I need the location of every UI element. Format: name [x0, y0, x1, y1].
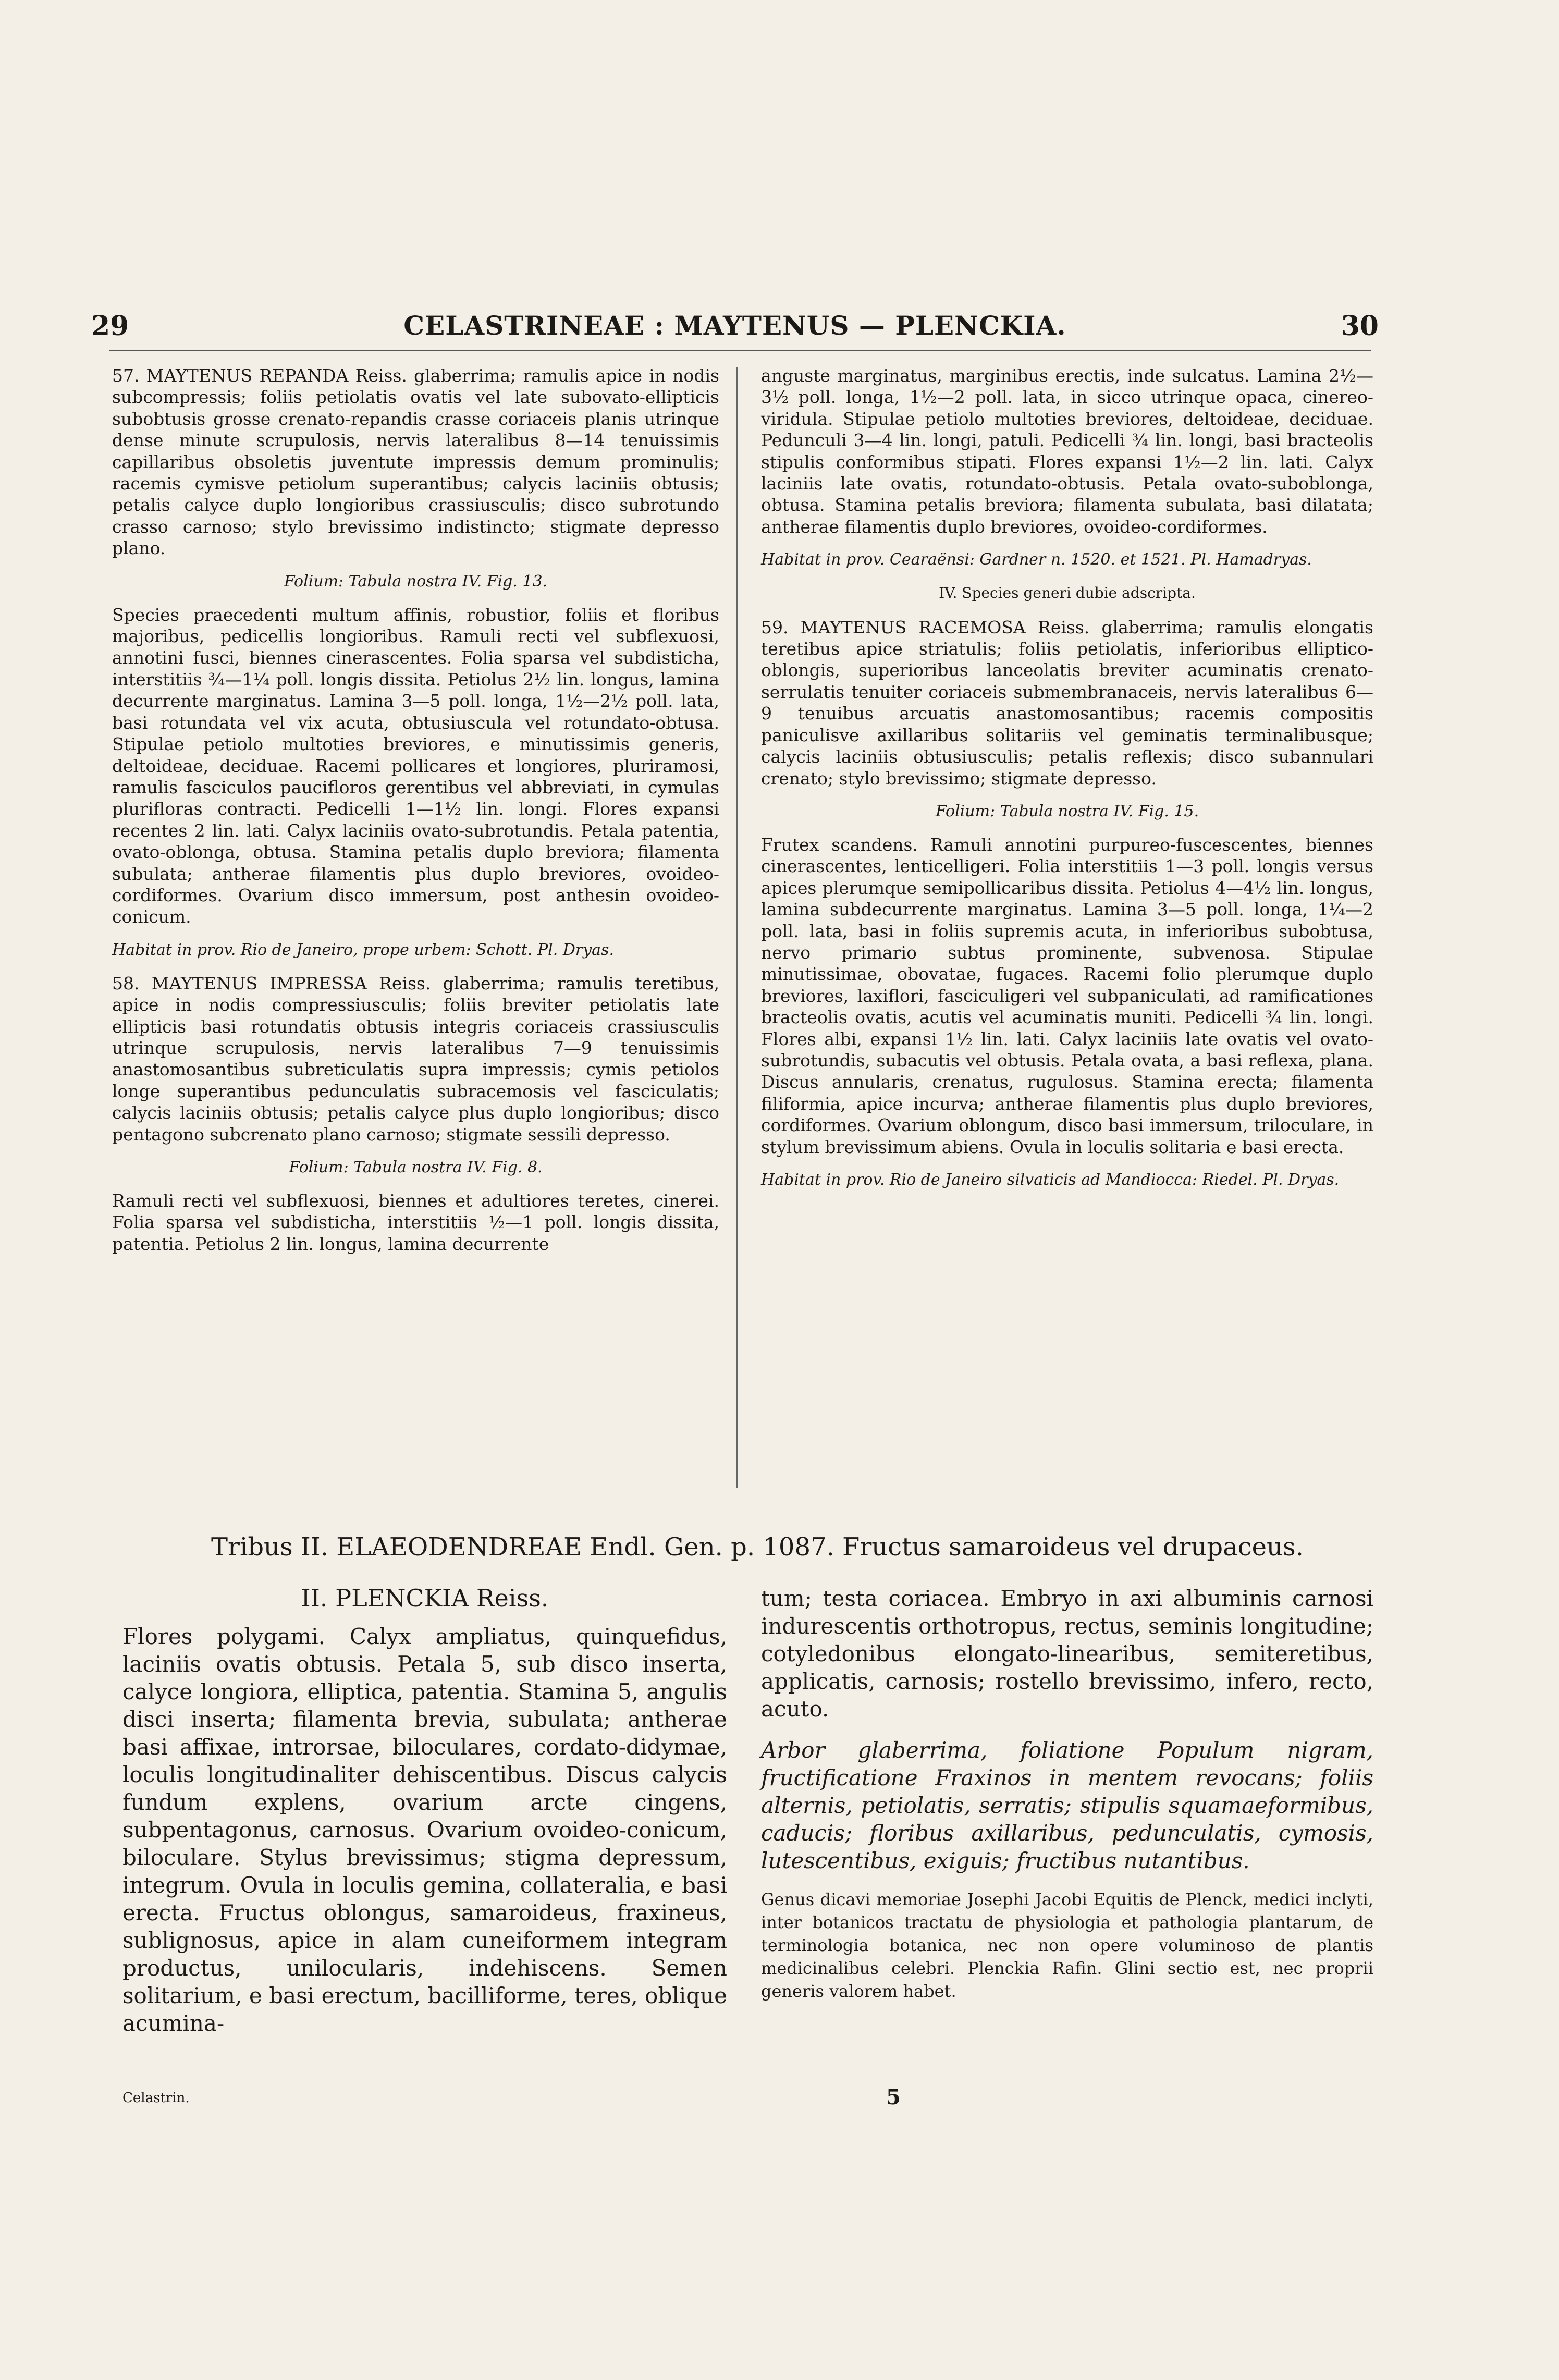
species-59-figure-ref: Folium: Tabula nostra IV. Fig. 15. [935, 802, 1199, 820]
header-rule [109, 350, 1371, 351]
species-57-figure-ref: Folium: Tabula nostra IV. Fig. 13. [284, 572, 548, 591]
species-58-figure-ref: Folium: Tabula nostra IV. Fig. 8. [289, 1158, 543, 1176]
section-heading-iv: IV. Species generi dubie adscripta. [939, 584, 1196, 602]
page-number-left: 29 [91, 310, 129, 342]
running-header [91, 310, 1379, 347]
genus-habit: Arbor glaberrima, foliatione Populum nigram, fructificatione Fraxinos in mentem revocans; foliis alternis, petiolatis, serratis; stipulis squamaeformibus, caducis; floribus axillaribus, pedunculatis, cymosis, lutescentibus, exiguis; fructibus nutantibus. [761, 1737, 1373, 1873]
genus-right-column [761, 1585, 1373, 2003]
genus-description-cont: tum; testa coriacea. Embryo in axi albuminis carnosi indurescentis orthotropus, rectus, seminis longitudine; cotyledonibus elongato-linearibus, semiteretibus, applicatis, carnosis; rostello brevissimo, infero, recto, acuto. [761, 1586, 1373, 1722]
species-59-description: Frutex scandens. Ramuli annotini purpureo-fuscescentes, biennes cinerascentes, lenticelligeri. Folia interstitiis 1—3 poll. longis versus apices plerumque semipollicaribus dissita. Petiolus 4—4½ lin. longus, lamina subdecurrente marginatus. Lamina 3—5 poll. longa, 1¼—2 poll. lata, basi in foliis supremis acuta, in inferioribus subobtusa, nervo primario subtus prominente, subvenosa. Stipulae minutissimae, obovatae, fugaces. Racemi folio plerumque duplo breviores, laxiflori, fasciculigeri vel subpaniculati, ad ramificationes bracteolis ovatis, acutis vel acuminatis muniti. Pedicelli ¾ lin. longi. Flores albi, expansi 1½ lin. lati. Calyx laciniis late ovatis vel ovato-subrotundis, subacutis vel obtusis. Petala ovata, a basi reflexa, plana. Discus annularis, crenatus, rugulosus. Stamina erecta; filamenta filiformia, apice incurva; antherae filamentis plus duplo breviores, cordiformes. Ovarium oblongum, disco basi immersum, triloculare, in stylum brevissimum abiens. Ovula in loculis solitaria e basi erecta. [761, 834, 1373, 1157]
species-58-diagnosis: 58. MAYTENUS IMPRESSA Reiss. glaberrima; ramulis teretibus, apice in nodis compressiusculis; foliis breviter petiolatis late ellipticis basi rotundatis obtusis integris coriaceis crassiusculis utrinque scrupulosis, nervis lateralibus 7—9 tenuissimis anastomosantibus subreticulatis supra impressis; cymis petiolos longe superantibus pedunculatis subracemosis vel fasciculatis; calycis laciniis obtusis; petalis calyce plus duplo longioribus; disco pentagono subcrenato plano carnoso; stigmate sessili depresso. [112, 973, 719, 1145]
species-59-habitat: Habitat in prov. Rio de Janeiro silvaticis ad Mandiocca: Riedel. Pl. Dryas. [761, 1171, 1340, 1189]
right-column [761, 365, 1373, 1190]
signature-number: 5 [886, 2085, 901, 2109]
genus-left-column [122, 1585, 727, 2037]
species-58-description: Ramuli recti vel subflexuosi, biennes et adultiores teretes, cinerei. Folia sparsa vel subdisticha, interstitiis ½—1 poll. longis dissita, patentia. Petiolus 2 lin. longus, lamina decurrente [112, 1191, 719, 1254]
left-column [112, 365, 719, 1255]
species-59-diagnosis: 59. MAYTENUS RACEMOSA Reiss. glaberrima; ramulis elongatis teretibus apice striatulis; foliis petiolatis, inferioribus elliptico-oblongis, superioribus lanceolatis breviter acuminatis crenato-serrulatis tenuiter coriaceis submembranaceis, nervis lateralibus 6—9 tenuibus arcuatis anastomosantibus; racemis compositis paniculisve axillaribus solitariis vel geminatis terminalibusque; calycis laciniis obtusiusculis; petalis reflexis; disco subannulari crenato; stylo brevissimo; stigmate depresso. [761, 617, 1373, 789]
species-58-habitat: Habitat in prov. Cearaënsi: Gardner n. 1520. et 1521. Pl. Hamadryas. [761, 550, 1312, 569]
species-57-habitat: Habitat in prov. Rio de Janeiro, prope urbem: Schott. Pl. Dryas. [112, 940, 614, 959]
running-title: CELASTRINEAE : MAYTENUS — PLENCKIA. [403, 310, 1066, 341]
species-57-description: Species praecedenti multum affinis, robustior, foliis et floribus majoribus, pedicellis longioribus. Ramuli recti vel subflexuosi, annotini fusci, biennes cinerascentes. Folia sparsa vel subdisticha, interstitiis ¾—1¼ poll. longis dissita. Petiolus 2½ lin. longus, lamina decurrente marginatus. Lamina 3—5 poll. longa, 1½—2½ poll. lata, basi rotundata vel vix acuta, obtusiuscula vel rotundato-obtusa. Stipulae petiolo multoties breviores, e minutissimis generis, deltoideae, deciduae. Racemi pollicares et longiores, pluriramosi, ramulis fasciculos paucifloros gerentibus vel abbreviati, in cymulas plurifloras contracti. Pedicelli 1—1½ lin. longi. Flores expansi recentes 2 lin. lati. Calyx laciniis ovato-subrotundis. Petala patentia, ovato-oblonga, obtusa. Stamina petalis duplo breviora; filamenta subulata; antherae filamentis plus duplo breviores, ovoideo-cordiformes. Ovarium disco immersum, post anthesin ovoideo-conicum. [112, 604, 719, 927]
genus-description: Flores polygami. Calyx ampliatus, quinquefidus, laciniis ovatis obtusis. Petala 5, sub disco inserta, calyce longiora, elliptica, patentia. Stamina 5, angulis disci inserta; filamenta brevia, subulata; antherae basi affixae, introrsae, biloculares, cordato-didymae, loculis longitudinaliter dehiscentibus. Discus calycis fundum explens, ovarium arcte cingens, subpentagonus, carnosus. Ovarium ovoideo-conicum, biloculare. Stylus brevissimus; stigma depressum, integrum. Ovula in loculis gemina, collateralia, e basi erecta. Fructus oblongus, samaroideus, fraxineus, sublignosus, apice in alam cuneiformem integram productus, unilocularis, indehiscens. Semen solitarium, e basi erectum, bacilliforme, teres, oblique acumina- [122, 1624, 727, 2036]
tribus-heading: Tribus II. ELAEODENDREAE Endl. Gen. p. 1087. Fructus samaroideus vel drupaceus. [211, 1532, 1304, 1562]
genus-etymology: Genus dicavi memoriae Josephi Jacobi Equitis de Plenck, medici inclyti, inter botanicos tractatu de physiologia et pathologia plantarum, de terminologia botanica, nec non opere voluminoso de plantis medicinalibus celebri. Plenckia Rafin. Glini sectio est, nec proprii generis valorem habet. [761, 1890, 1373, 2001]
genus-heading: II. PLENCKIA Reiss. [301, 1584, 549, 1612]
species-58-description-cont: anguste marginatus, marginibus erectis, inde sulcatus. Lamina 2½—3½ poll. longa, 1½—2 poll. lata, in sicco utrinque opaca, cinereo-viridula. Stipulae petiolo multoties breviores, deltoideae, deciduae. Pedunculi 3—4 lin. longi, patuli. Pedicelli ¾ lin. longi, basi bracteolis stipulis conformibus stipati. Flores expansi 1½—2 lin. lati. Calyx laciniis late ovatis, rotundato-obtusis. Petala ovato-suboblonga, obtusa. Stamina petalis breviora; filamenta subulata, basi dilatata; antherae filamentis duplo breviores, ovoideo-cordiformes. [761, 365, 1373, 537]
column-divider [736, 367, 738, 1488]
species-57-diagnosis: 57. MAYTENUS REPANDA Reiss. glaberrima; ramulis apice in nodis subcompressis; foliis petiolatis ovatis vel late subovato-ellipticis subobtusis grosse crenato-repandis crasse coriaceis planis utrinque dense minute scrupulosis, nervis lateralibus 8—14 tenuissimis capillaribus obsoletis juventute impressis demum prominulis; racemis cymisve petiolum superantibus; calycis laciniis obtusis; petalis calyce duplo longioribus crassiusculis; disco subrotundo crasso carnoso; stylo brevissimo indistincto; stigmate depresso plano. [112, 365, 719, 559]
signature-mark: Celastrin. [122, 2090, 190, 2106]
page-number-right: 30 [1341, 310, 1379, 342]
